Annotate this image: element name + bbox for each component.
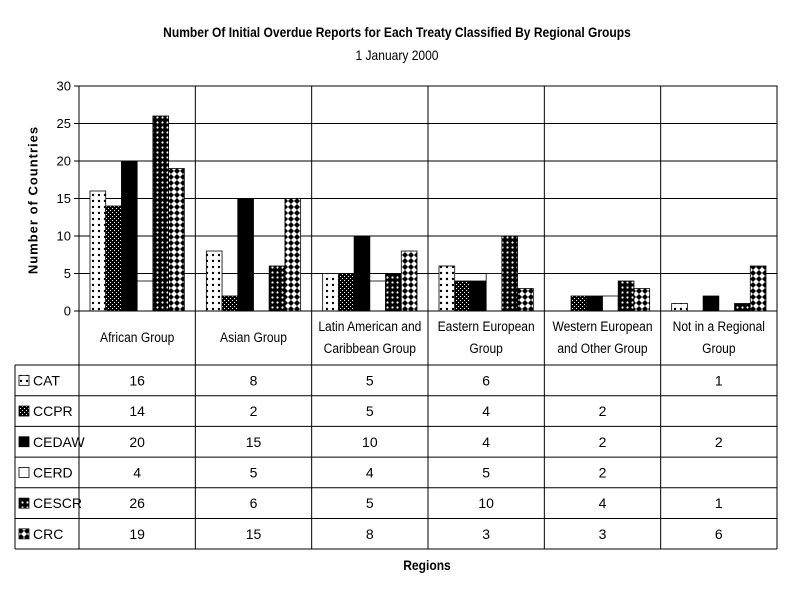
- bar-cedaw: [238, 199, 254, 312]
- category-label: Latin American and: [318, 318, 422, 335]
- category-label: Not in a Regional: [672, 318, 765, 335]
- category-label: African Group: [100, 329, 175, 346]
- data-label: 2: [598, 433, 607, 450]
- bar-cerd: [370, 281, 386, 311]
- bar-crc: [750, 266, 766, 311]
- data-label: 14: [129, 403, 145, 420]
- category-label: Eastern European: [437, 318, 535, 335]
- bar-cerd: [254, 274, 270, 312]
- data-label: 4: [365, 464, 374, 481]
- category-label: Western European: [552, 318, 653, 335]
- bar-cedaw: [587, 296, 603, 311]
- data-label: 15: [245, 433, 262, 450]
- data-table: [15, 311, 777, 549]
- category-label: Caribbean Group: [323, 340, 416, 357]
- x-axis-label: Regions: [403, 557, 451, 573]
- bar-crc: [518, 289, 534, 312]
- data-label: 2: [598, 403, 607, 420]
- bar-cat: [90, 191, 106, 311]
- bar-cescr: [618, 281, 634, 311]
- legend-swatch: [19, 375, 29, 385]
- bar-cerd: [486, 274, 502, 312]
- legend-label: CAT: [33, 372, 60, 389]
- data-label: 8: [249, 372, 258, 389]
- bar-cat: [323, 274, 339, 312]
- y-tick-label: 25: [56, 116, 71, 131]
- data-label: 26: [129, 495, 145, 512]
- data-label: 1: [714, 495, 723, 512]
- bar-crc: [169, 169, 185, 312]
- y-tick-label: 30: [56, 78, 71, 94]
- y-tick-label: 5: [63, 266, 71, 281]
- legend-label: CEDAW: [33, 433, 85, 450]
- data-label: 20: [129, 433, 145, 450]
- data-label: 10: [362, 433, 378, 450]
- data-label: 10: [478, 495, 494, 512]
- bar-cerd: [137, 281, 153, 311]
- data-label: 2: [249, 403, 258, 420]
- data-label: 5: [482, 464, 491, 481]
- data-label: 2: [714, 433, 723, 450]
- bar-ccpr: [455, 281, 471, 311]
- data-label: 6: [249, 495, 258, 512]
- category-label: Group: [702, 340, 736, 357]
- bar-cerd: [603, 296, 619, 311]
- data-label: 19: [129, 525, 145, 542]
- category-label: and Other Group: [557, 340, 648, 357]
- data-label: 4: [482, 433, 491, 450]
- data-label: 4: [598, 495, 607, 512]
- y-tick-label: 10: [56, 228, 71, 244]
- data-label: 6: [714, 525, 723, 542]
- data-label: 5: [365, 495, 374, 512]
- data-label: 4: [482, 403, 491, 420]
- legend-swatch: [19, 498, 29, 508]
- bar-cat: [439, 266, 455, 311]
- data-label: 3: [598, 525, 607, 542]
- bar-ccpr: [106, 206, 122, 311]
- data-label: 15: [245, 525, 262, 542]
- chart-subtitle: 1 January 2000: [355, 47, 439, 63]
- bar-ccpr: [338, 274, 354, 312]
- category-label: Group: [469, 340, 503, 357]
- bar-cescr: [502, 236, 518, 311]
- data-label: 5: [249, 464, 258, 481]
- bar-ccpr: [222, 296, 238, 311]
- data-label: 6: [482, 372, 491, 389]
- bar-crc: [401, 251, 417, 311]
- y-tick-label: 20: [56, 153, 71, 169]
- y-tick-label: 0: [63, 303, 71, 319]
- bar-cescr: [735, 304, 751, 312]
- bar-cedaw: [470, 281, 486, 311]
- legend-label: CERD: [33, 464, 73, 481]
- legend-swatch: [19, 529, 29, 539]
- bar-crc: [285, 199, 301, 312]
- data-label: 5: [365, 372, 374, 389]
- bar-cedaw: [121, 161, 137, 311]
- bar-cescr: [153, 116, 169, 311]
- category-label: Asian Group: [220, 329, 287, 346]
- legend-swatch: [19, 437, 29, 447]
- bar-cedaw: [703, 296, 719, 311]
- bar-cat: [672, 304, 688, 312]
- y-tick-label: 15: [56, 191, 71, 206]
- legend-label: CRC: [33, 525, 64, 542]
- bar-cat: [206, 251, 222, 311]
- legend-label: CCPR: [33, 403, 73, 420]
- data-label: 4: [133, 464, 142, 481]
- data-label: 2: [598, 464, 607, 481]
- data-label: 1: [714, 372, 723, 389]
- bar-cescr: [386, 274, 402, 312]
- legend-swatch: [19, 467, 29, 477]
- bar-crc: [634, 289, 650, 312]
- legend-swatch: [19, 406, 29, 416]
- chart-title: Number Of Initial Overdue Reports for Each Treaty Classified By Regional Groups: [163, 24, 631, 40]
- bar-cedaw: [354, 236, 370, 311]
- data-label: 3: [482, 525, 491, 542]
- y-axis-label: Number of Countries: [25, 125, 41, 275]
- data-label: 8: [365, 525, 374, 542]
- bar-cescr: [269, 266, 285, 311]
- bar-ccpr: [571, 296, 587, 311]
- data-label: 16: [129, 372, 145, 389]
- legend-label: CESCR: [33, 495, 83, 512]
- data-label: 5: [365, 403, 374, 420]
